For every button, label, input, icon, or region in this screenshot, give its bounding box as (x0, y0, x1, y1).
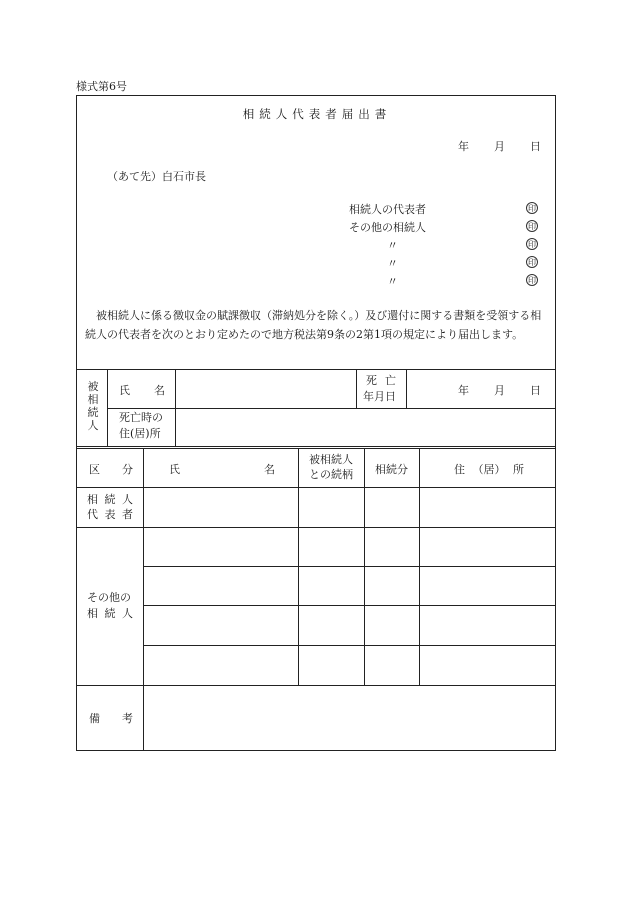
divider (143, 448, 144, 750)
share-header: 相続分 (375, 463, 408, 476)
divider (175, 369, 176, 446)
form-number: 様式第6号 (76, 80, 127, 93)
submission-month-label: 月 (494, 140, 505, 153)
signatory-label-representative: 相続人の代表者 (349, 203, 426, 216)
form-title: 相続人代表者届出書 (242, 107, 392, 121)
seal-mark: 印 (528, 276, 536, 285)
addressee: （あて先）白石市長 (107, 170, 206, 183)
name-header: 氏 名 (169, 463, 275, 476)
signatory-label-other: その他の相続人 (349, 221, 426, 234)
declaration-text: 被相続人に係る徴収金の賦課徴収（滞納処分を除く。）及び還付に関する書類を受領する相続人の代表者を次のとおり定めたので地方税法第9条の2第1項の規定により届出します。 (85, 309, 542, 341)
death-day-label: 日 (530, 384, 541, 397)
death-date-label: 死 亡 年月日 (363, 374, 396, 403)
seal-mark: 印 (528, 222, 536, 231)
divider (143, 566, 555, 567)
decedent-name-label: 氏 名 (119, 384, 165, 397)
divider (356, 369, 357, 408)
divider (77, 448, 555, 449)
divider (107, 369, 108, 446)
divider (77, 685, 555, 686)
form-frame (76, 95, 556, 751)
decedent-section-label: 被 相 続 人 (87, 380, 99, 432)
signatory-label-ditto: 〃 (387, 257, 398, 270)
divider (364, 448, 365, 685)
submission-day-label: 日 (530, 140, 541, 153)
divider (298, 448, 299, 685)
signatory-label-ditto: 〃 (387, 239, 398, 252)
decedent-address-label: 死亡時の 住(居)所 (119, 411, 163, 440)
other-heirs-row-label: その他の 相 続 人 (87, 591, 133, 620)
seal-mark: 印 (528, 258, 536, 267)
category-header: 区 分 (89, 463, 133, 476)
divider (143, 605, 555, 606)
death-year-label: 年 (458, 384, 469, 397)
divider (77, 369, 555, 370)
divider (143, 645, 555, 646)
divider (406, 369, 407, 408)
address-header: 住 （居） 所 (454, 463, 524, 476)
representative-row-label: 相 続 人 代 表 者 (87, 493, 133, 521)
death-month-label: 月 (494, 384, 505, 397)
seal-mark: 印 (528, 204, 536, 213)
divider (77, 446, 555, 447)
submission-year-label: 年 (458, 140, 469, 153)
remarks-label: 備 考 (89, 712, 133, 725)
divider (77, 487, 555, 488)
signatory-label-ditto: 〃 (387, 275, 398, 288)
divider (77, 527, 555, 528)
relation-header: 被相続人 との続柄 (309, 453, 353, 481)
seal-mark: 印 (528, 240, 536, 249)
divider (419, 448, 420, 685)
